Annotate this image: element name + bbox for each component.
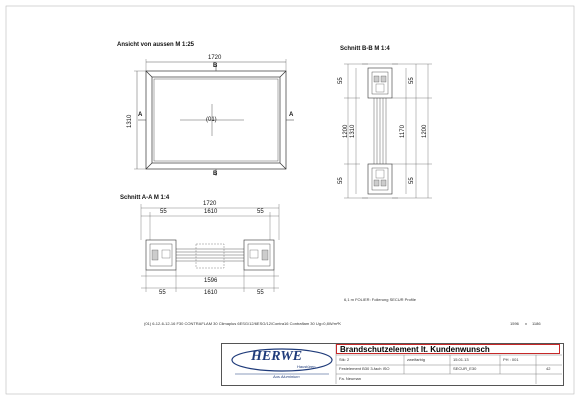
bb-dim-55-top: 55 bbox=[338, 77, 344, 84]
bb-dim-55-right-top: 55 bbox=[409, 77, 415, 84]
front-height-dim: 1310 bbox=[127, 114, 133, 128]
aa-dim-55-bottom-left: 55 bbox=[159, 290, 166, 296]
foil-note: 6,1 m FOLIER: Folierung SECUR Profile bbox=[344, 297, 417, 302]
tb-date: 15.01.13 bbox=[453, 357, 469, 362]
aa-dim-1610-bottom: 1610 bbox=[204, 290, 218, 296]
bb-dim-1200: 1200 bbox=[343, 124, 349, 138]
tb-pos: PH : 001 bbox=[503, 357, 519, 362]
glass-size-separator: x bbox=[525, 321, 527, 326]
tb-code: SECUR_E30 bbox=[453, 366, 477, 371]
bb-dim-55-bottom: 55 bbox=[338, 177, 344, 184]
aa-dim-1720: 1720 bbox=[203, 201, 217, 207]
section-bb-title: Schnitt B-B M 1:4 bbox=[340, 46, 390, 52]
front-width-dim: 1720 bbox=[208, 55, 222, 61]
tb-author: Fa. Neuman bbox=[339, 376, 362, 381]
glass-position-mark: (01) bbox=[206, 117, 217, 123]
glass-size-width: 1596 bbox=[510, 321, 519, 326]
section-mark-a-left: A bbox=[138, 112, 143, 118]
logo-main-text: HERWE bbox=[251, 349, 303, 364]
aa-dim-55-right: 55 bbox=[257, 209, 264, 215]
glass-size-height: 1186 bbox=[532, 321, 541, 326]
bb-dim-55-right-bottom: 55 bbox=[409, 177, 415, 184]
aa-dim-55-bottom-right: 55 bbox=[257, 290, 264, 296]
tb-desc: Festelement B30 3-fach ISO bbox=[339, 366, 390, 371]
section-bb-view bbox=[344, 64, 432, 198]
tb-number: 42 bbox=[546, 366, 551, 371]
logo-tag-text: Aus Aluminium bbox=[273, 374, 300, 379]
company-logo bbox=[229, 347, 335, 381]
drawing-title: Brandschutzelement lt. Kundenwunsch bbox=[336, 344, 560, 354]
glass-spec-note: (01) 6-12-6-12-16 F30 CONTRAFLAM 30 Climaplus 6ESG/12/6ESG/12/Contra16 Contraflam 30 Ug=0,8W/m²K bbox=[144, 321, 342, 326]
bb-dim-1200-right: 1200 bbox=[422, 124, 428, 138]
section-mark-a-right: A bbox=[289, 112, 294, 118]
tb-stk: Stk: 2 bbox=[339, 357, 350, 362]
bb-dim-1170: 1170 bbox=[400, 125, 406, 138]
aa-dim-1596: 1596 bbox=[204, 278, 218, 284]
section-aa-title: Schnitt A-A M 1:4 bbox=[120, 195, 170, 201]
logo-sub-text: Haustüren bbox=[297, 364, 316, 369]
tb-color: zweifarbig bbox=[407, 357, 426, 362]
aa-dim-55-left: 55 bbox=[160, 209, 167, 215]
section-mark-b-bottom: B bbox=[213, 171, 218, 177]
aa-dim-1610: 1610 bbox=[204, 209, 218, 215]
front-view-title: Ansicht von aussen M 1:25 bbox=[117, 42, 195, 48]
section-mark-b-top: B bbox=[213, 63, 218, 69]
bb-dim-1310: 1310 bbox=[350, 124, 356, 138]
